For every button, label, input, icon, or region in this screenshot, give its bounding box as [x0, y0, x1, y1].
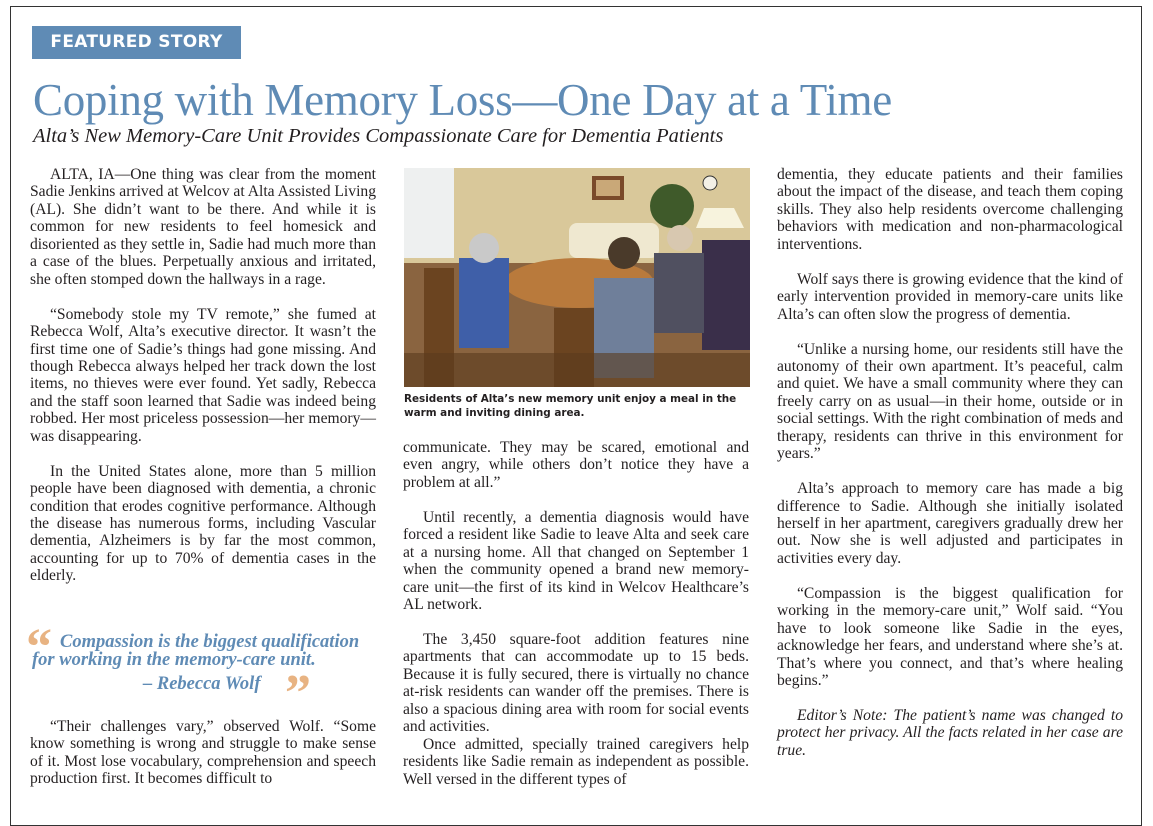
- pull-quote-attribution: – Rebecca Wolf: [143, 674, 261, 694]
- paragraph: dementia, they educate patients and their families about the impact of the disease, and teach them coping skills. They also help residents overcome challenging behaviors with medication and non-pharmacological interventions.: [777, 166, 1123, 253]
- close-quote-mark-icon: ”: [285, 665, 311, 722]
- editors-note: Editor’s Note: The patient’s name was changed to protect her privacy. All the facts related in her case are true.: [777, 706, 1123, 759]
- paragraph: ALTA, IA—One thing was clear from the moment Sadie Jenkins arrived at Welcov at Alta Assisted Living (AL). She didn’t want to be there. And while it is common for new residents to feel homesick and disoriented as they settle in, Sadie had much more than a case of the blues. Perpetually anxious and irritated, she often stomped down the hallways in a rage.: [30, 166, 376, 288]
- paragraph: Wolf says there is growing evidence that the kind of early intervention provided in memory-care units like Alta’s can often slow the progress of dementia.: [777, 270, 1123, 323]
- column-2: [403, 439, 749, 805]
- pull-quote: [26, 619, 380, 722]
- pull-quote-line: Compassion is the biggest qualification: [60, 632, 360, 652]
- paragraph: “Unlike a nursing home, our residents still have the autonomy of their own apartment. It’s peaceful, calm and quiet. We have a small community where they can freely carry on as usual—in their home, outside or in social settings. With the right combination of meds and therapy, residents can thrive in this environment for years.”: [777, 340, 1123, 463]
- article-title: Coping with Memory Loss—One Day at a Time: [33, 75, 892, 125]
- pull-quote-line: for working in the memory-care unit.: [32, 650, 316, 670]
- paragraph: “Their challenges vary,” observed Wolf. “Some know something is wrong and struggle to make sense of it. Most lose vocabulary, comprehension and speech production first. It becomes difficult to: [30, 717, 376, 788]
- photo-caption: Residents of Alta’s new memory unit enjoy a meal in the warm and inviting dining area.: [404, 393, 737, 419]
- open-quote-mark-icon: “: [26, 619, 52, 676]
- paragraph: Until recently, a dementia diagnosis would have forced a resident like Sadie to leave Alta and seek care at a nursing home. All that changed on September 1 when the community opened a brand new memory-care unit—the first of its kind in Welcov Healthcare’s AL network.: [403, 508, 749, 614]
- paragraph: In the United States alone, more than 5 million people have been diagnosed with dementia, a chronic condition that erodes cognitive performance. Although the disease has numerous forms, including Vascular dementia, Alzheimers is by far the most common, accounting for up to 70% of dementia cases in the elderly.: [30, 462, 376, 585]
- article-subtitle: Alta’s New Memory-Care Unit Provides Compassionate Care for Dementia Patients: [33, 125, 724, 147]
- dining-area-photo: [404, 168, 750, 387]
- paragraph: “Somebody stole my TV remote,” she fumed at Rebecca Wolf, Alta’s executive director. It wasn’t the first time one of Sadie’s things had gone missing. And though Rebecca always helped her track down the lost items, no thieves were ever found. Yet sadly, Rebecca and the staff soon learned that Sadie was indeed being robbed. Her most priceless possession—her memory—was disappearing.: [30, 305, 376, 445]
- paragraph: Alta’s approach to memory care has made a big difference to Sadie. Although she initially isolated herself in her apartment, caregivers gradually drew her out. Now she is well adjusted and participates in activities every day.: [777, 480, 1123, 567]
- paragraph: The 3,450 square-foot addition features nine apartments that can accommodate up to 15 beds. Because it is fully secured, there is virtually no chance at-risk residents can wander off the premises. There is also a spacious dining area with room for social events and activities.: [403, 630, 749, 736]
- paragraph: communicate. They may be scared, emotional and even angry, while others don’t notice they have a problem at all.”: [403, 439, 749, 491]
- column-3: [777, 166, 1123, 777]
- paragraph: “Compassion is the biggest qualification for working in the memory-care unit,” Wolf said. “You have to look someone like Sadie in the eyes, acknowledge her fears, and understand where she’s at. That’s where you connect, and that’s where healing begins.”: [777, 584, 1123, 690]
- paragraph: Once admitted, specially trained caregivers help residents like Sadie remain as independent as possible. Well versed in the different types of: [403, 735, 749, 788]
- featured-story-badge: FEATURED STORY: [32, 26, 241, 59]
- column-1: [30, 166, 376, 805]
